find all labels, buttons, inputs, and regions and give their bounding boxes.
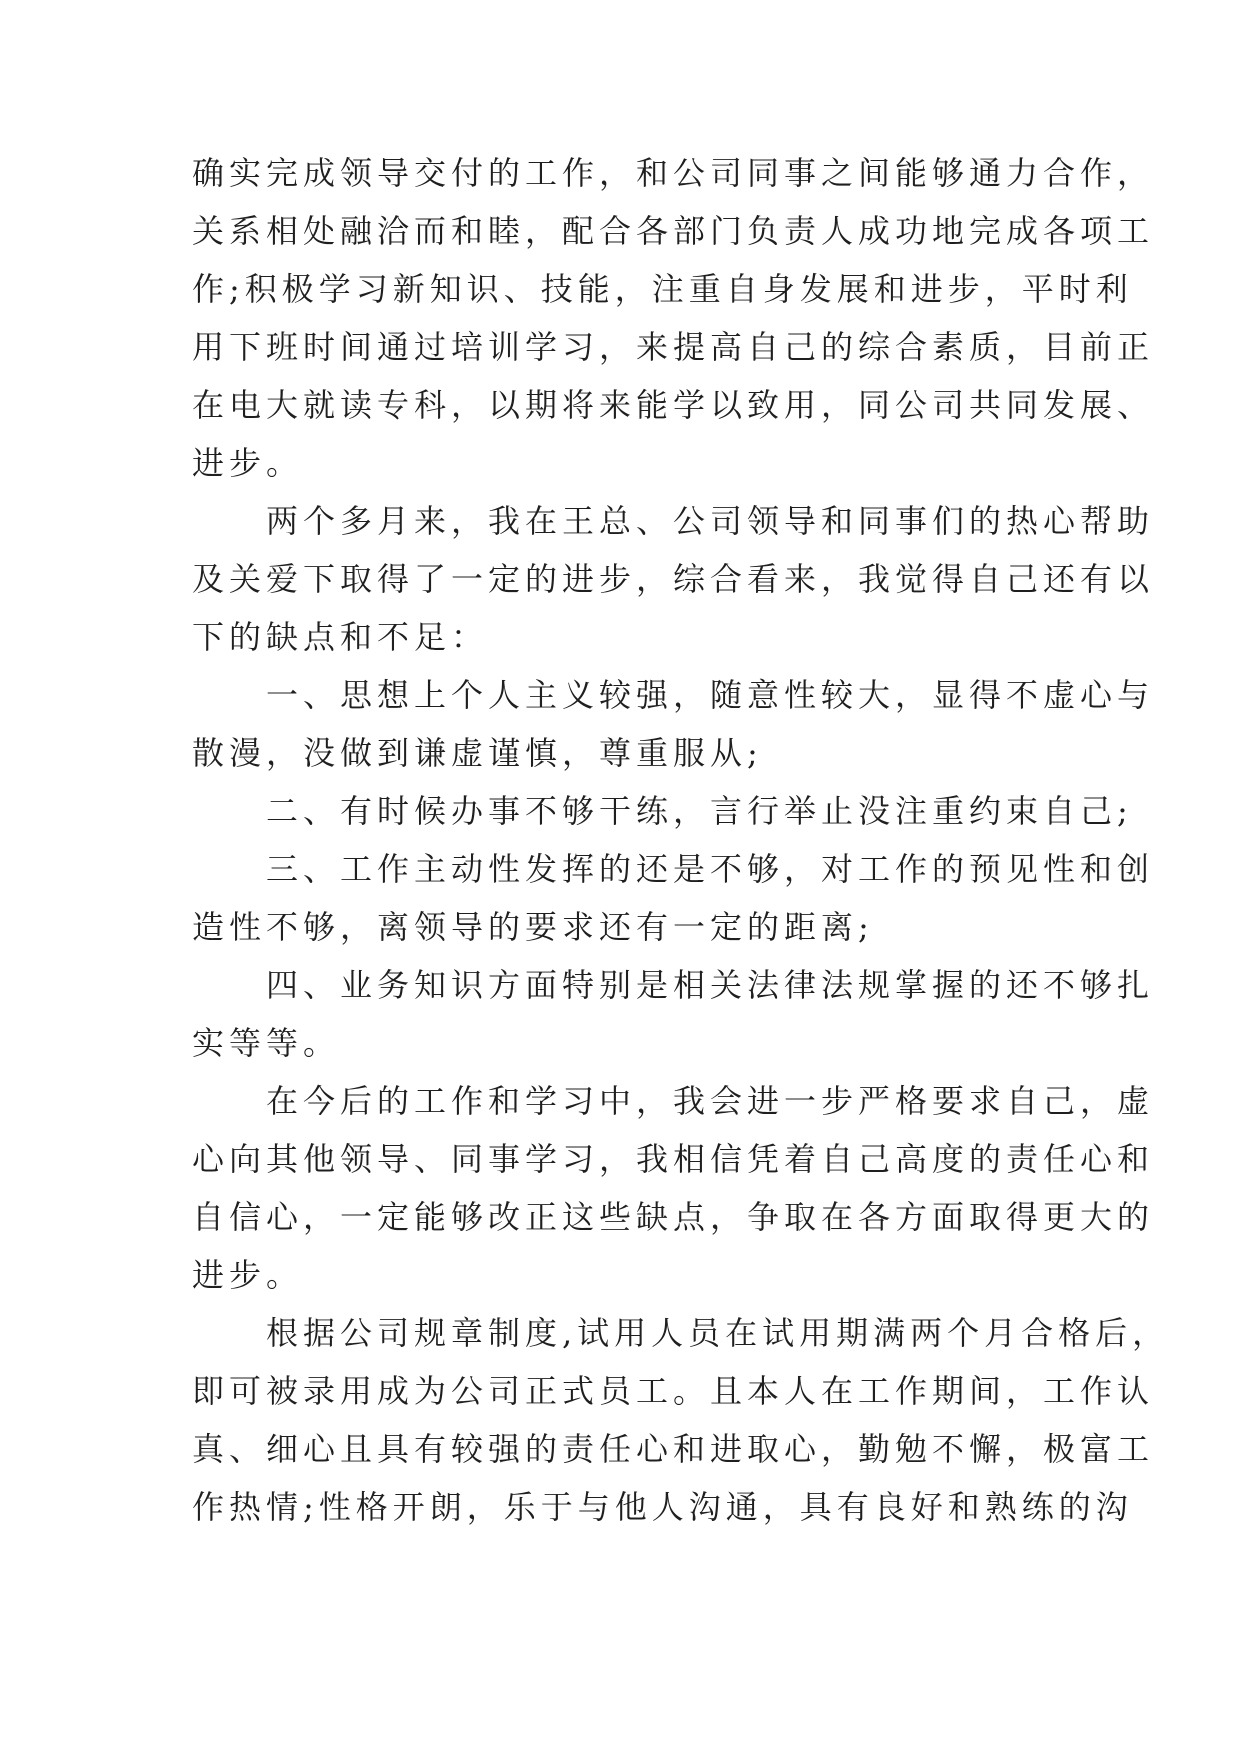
list-item-first-line: 一、思想上个人主义较强，随意性较大，显得不虚心与 — [266, 676, 1155, 714]
text-line: 即可被录用成为公司正式员工。且本人在工作期间，工作认 — [192, 1372, 1155, 1410]
text-line: 用下班时间通过培训学习，来提高自己的综合素质，目前正 — [192, 328, 1155, 366]
list-item-first-line: 二、有时候办事不够干练，言行举止没注重约束自己; — [266, 792, 1133, 830]
text-line: 实等等。 — [192, 1024, 341, 1062]
paragraph-first-line: 根据公司规章制度,试用人员在试用期满两个月合格后， — [266, 1314, 1170, 1352]
text-line: 下的缺点和不足： — [192, 618, 489, 656]
text-line: 关系相处融洽而和睦，配合各部门负责人成功地完成各项工 — [192, 212, 1155, 250]
text-line: 在电大就读专科，以期将来能学以致用，同公司共同发展、 — [192, 386, 1155, 424]
text-line: 心向其他领导、同事学习，我相信凭着自己高度的责任心和 — [192, 1140, 1155, 1178]
list-item-first-line: 四、业务知识方面特别是相关法律法规掌握的还不够扎 — [266, 966, 1155, 1004]
document-body — [192, 154, 1170, 1546]
text-line: 作;积极学习新知识、技能，注重自身发展和进步，平时利 — [192, 270, 1133, 308]
text-line: 及关爱下取得了一定的进步，综合看来，我觉得自己还有以 — [192, 560, 1155, 598]
list-item-first-line: 三、工作主动性发挥的还是不够，对工作的预见性和创 — [266, 850, 1155, 888]
text-line: 进步。 — [192, 444, 304, 482]
text-line: 作热情;性格开朗，乐于与他人沟通，具有良好和熟练的沟 — [192, 1488, 1133, 1526]
text-line: 进步。 — [192, 1256, 304, 1294]
paragraph-first-line: 两个多月来，我在王总、公司领导和同事们的热心帮助 — [266, 502, 1155, 540]
text-line: 真、细心且具有较强的责任心和进取心，勤勉不懈，极富工 — [192, 1430, 1155, 1468]
text-line: 散漫，没做到谦虚谨慎，尊重服从; — [192, 734, 763, 772]
text-line: 造性不够，离领导的要求还有一定的距离; — [192, 908, 874, 946]
text-line: 确实完成领导交付的工作，和公司同事之间能够通力合作， — [192, 154, 1155, 192]
text-line: 自信心，一定能够改正这些缺点，争取在各方面取得更大的 — [192, 1198, 1155, 1236]
paragraph-first-line: 在今后的工作和学习中，我会进一步严格要求自己，虚 — [266, 1082, 1155, 1120]
